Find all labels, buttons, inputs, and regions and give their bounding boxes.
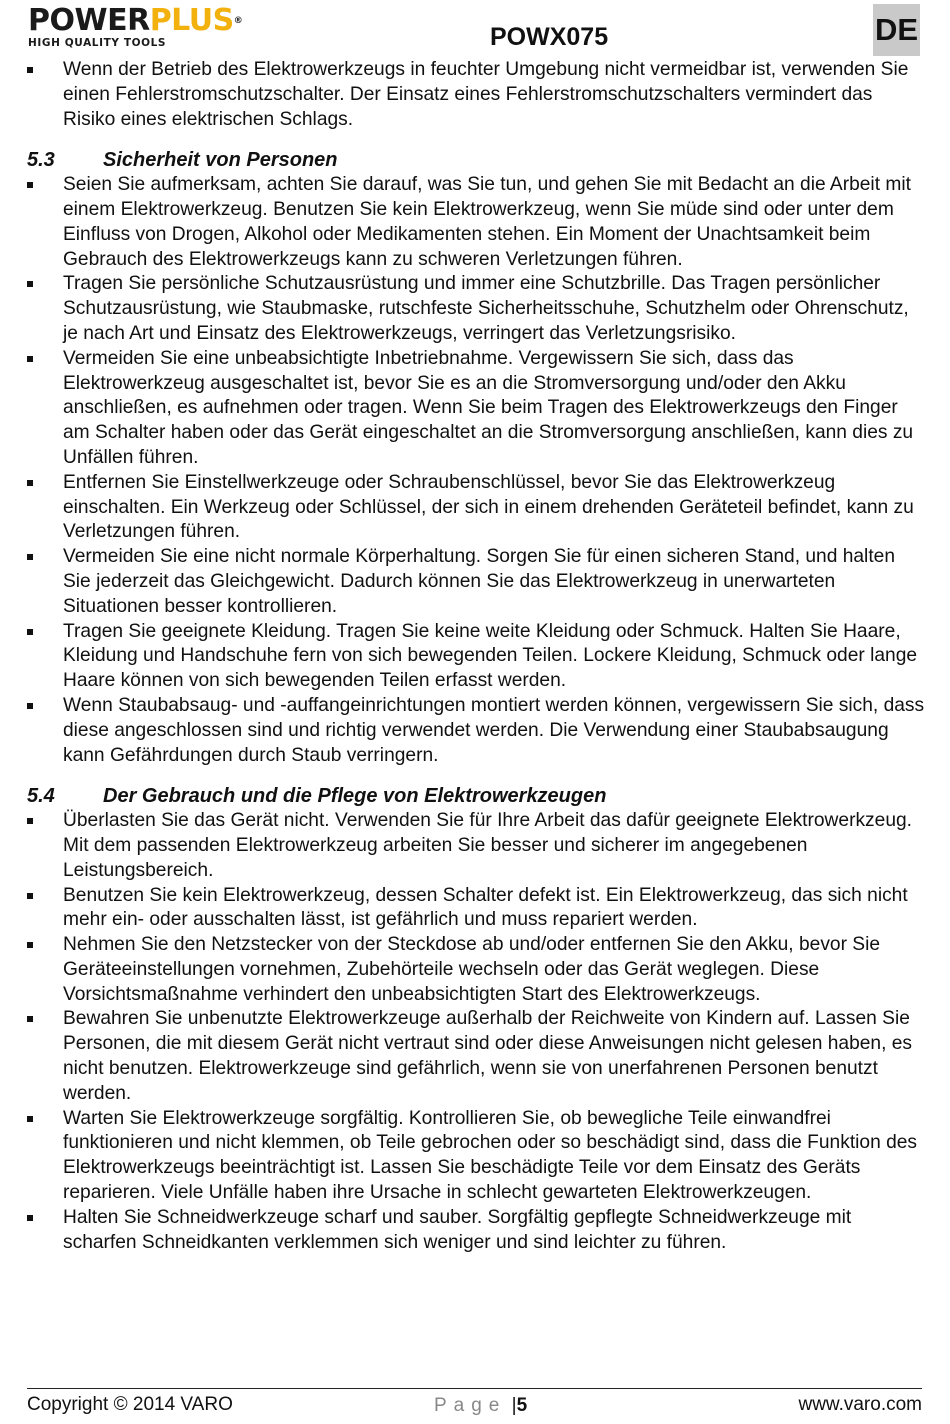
list-item: Seien Sie aufmerksam, achten Sie darauf, was Sie tun, und gehen Sie mit Bedacht an die Arbeit mit einem Elektrowerkzeug. Benutzen Sie kein Elektrowerkzeug, wenn Sie müde sind oder unter dem Einfluss von Drogen, Alkohol oder Medikamenten stehen. Ein Moment der Unachtsamkeit beim Gebrauch des Elektrowerkzeugs kann zu schweren Verletzungen führen.	[27, 173, 927, 272]
list-item: Vermeiden Sie eine nicht normale Körperhaltung. Sorgen Sie für einen sicheren Stand, und halten Sie jederzeit das Gleichgewicht. Dadurch können Sie das Elektrowerkzeug in unerwarteten Situationen besser kontrollieren.	[27, 545, 927, 619]
section-5-4-list	[27, 809, 927, 1255]
list-item: Benutzen Sie kein Elektrowerkzeug, dessen Schalter defekt ist. Ein Elektrowerkzeug, das sich nicht mehr ein- oder ausschalten lässt, ist gefährlich und muss repariert werden.	[27, 884, 927, 934]
list-item: Nehmen Sie den Netzstecker von der Steckdose ab und/oder entfernen Sie den Akku, bevor Sie Geräteeinstellungen vornehmen, Zubehörteile wechseln oder das Gerät weglegen. Diese Vorsichtsmaßnahme verhindert den unbeabsichtigten Start des Elektrowerkzeugs.	[27, 933, 927, 1007]
page-header	[0, 0, 950, 58]
list-item: Überlasten Sie das Gerät nicht. Verwenden Sie für Ihre Arbeit das dafür geeignete Elektrowerkzeug. Mit dem passenden Elektrowerkzeug arbeiten Sie besser und sicherer im angegebenen Leistungsbereich.	[27, 809, 927, 883]
list-item: Wenn Staubabsaug- und -auffangeinrichtungen montiert werden können, vergewissern Sie sich, dass diese angeschlossen sind und richtig verwendet werden. Die Verwendung einer Staubabsaugung kann Gefährdungen durch Staub verringern.	[27, 694, 927, 768]
website-link[interactable]: www.varo.com	[798, 1394, 922, 1415]
page-label: Page	[434, 1395, 507, 1416]
list-item: Entfernen Sie Einstellwerkzeuge oder Schraubenschlüssel, bevor Sie das Elektrowerkzeug einschalten. Ein Werkzeug oder Schlüssel, der sich in einem drehenden Geräteteil befindet, kann zu Verletzungen führen.	[27, 471, 927, 545]
section-number: 5.4	[27, 785, 55, 808]
list-item: Wenn der Betrieb des Elektrowerkzeugs in feuchter Umgebung nicht vermeidbar ist, verwenden Sie einen Fehlerstromschutzschalter. Der Einsatz eines Fehlerstromschutzschalters vermindert das Risiko eines elektrischen Schlags.	[27, 58, 927, 132]
powerplus-logo	[28, 3, 298, 50]
section-5-3-list	[27, 173, 927, 768]
list-item: Tragen Sie geeignete Kleidung. Tragen Sie keine weite Kleidung oder Schmuck. Halten Sie Haare, Kleidung und Handschuhe fern von sich bewegenden Teilen. Lockere Kleidung, Schmuck oder lange Haare können von sich bewegenden Teilen erfasst werden.	[27, 620, 927, 694]
page-indicator	[434, 1395, 527, 1417]
list-item: Halten Sie Schneidwerkzeuge scharf und sauber. Sorgfältig gepflegte Schneidwerkzeuge mit scharfen Schneidkanten verklemmen sich weniger und sind leichter zu führen.	[27, 1206, 927, 1256]
page-content	[27, 58, 927, 1255]
page-separator: |	[511, 1395, 517, 1416]
language-badge: DE	[873, 4, 920, 56]
copyright-text: Copyright © 2014 VARO	[27, 1394, 233, 1415]
section-number: 5.3	[27, 149, 55, 172]
logo-tagline: HIGH QUALITY TOOLS	[28, 37, 167, 49]
list-item: Warten Sie Elektrowerkzeuge sorgfältig. Kontrollieren Sie, ob bewegliche Teile einwandfrei funktionieren und nicht klemmen, ob Teile gebrochen oder so beschädigt sind, dass die Funktion des Elektrowerkzeugs beeinträchtigt ist. Lassen Sie beschädigte Teile vor dem Einsatz des Geräts reparieren. Viele Unfälle haben ihre Ursache in schlecht gewarteten Elektrowerkzeugen.	[27, 1107, 927, 1206]
intro-list	[27, 58, 927, 132]
model-number: POWX075	[490, 23, 609, 51]
section-title-text: Der Gebrauch und die Pflege von Elektrowerkzeugen	[103, 785, 607, 808]
page-footer	[27, 1388, 922, 1419]
section-heading-5-4	[27, 784, 927, 809]
list-item: Tragen Sie persönliche Schutzausrüstung und immer eine Schutzbrille. Das Tragen persönlicher Schutzausrüstung, wie Staubmaske, rutschfeste Sicherheitsschuhe, Schutzhelm oder Ohrenschutz, je nach Art und Einsatz des Elektrowerkzeugs, verringert das Verletzungsrisiko.	[27, 272, 927, 346]
list-item: Bewahren Sie unbenutzte Elektrowerkzeuge außerhalb der Reichweite von Kindern auf. Lassen Sie Personen, die mit diesem Gerät nicht vertraut sind oder diese Anweisungen nicht gelesen haben, es nicht benutzen. Elektrowerkzeuge sind gefährlich, wenn sie von unerfahrenen Personen benutzt werden.	[27, 1007, 927, 1106]
section-title-text: Sicherheit von Personen	[103, 149, 338, 172]
section-heading-5-3	[27, 148, 927, 173]
page-number: 5	[516, 1395, 528, 1416]
list-item: Vermeiden Sie eine unbeabsichtigte Inbetriebnahme. Vergewissern Sie sich, dass das Elektrowerkzeug ausgeschaltet ist, bevor Sie es an die Stromversorgung und/oder den Akku anschließen, es aufnehmen oder tragen. Wenn Sie beim Tragen des Elektrowerkzeugs den Finger am Schalter haben oder das Gerät eingeschaltet an die Stromversorgung anschließen, kann dies zu Unfällen führen.	[27, 347, 927, 471]
logo-wordmark: POWERPLUS®	[28, 3, 243, 38]
